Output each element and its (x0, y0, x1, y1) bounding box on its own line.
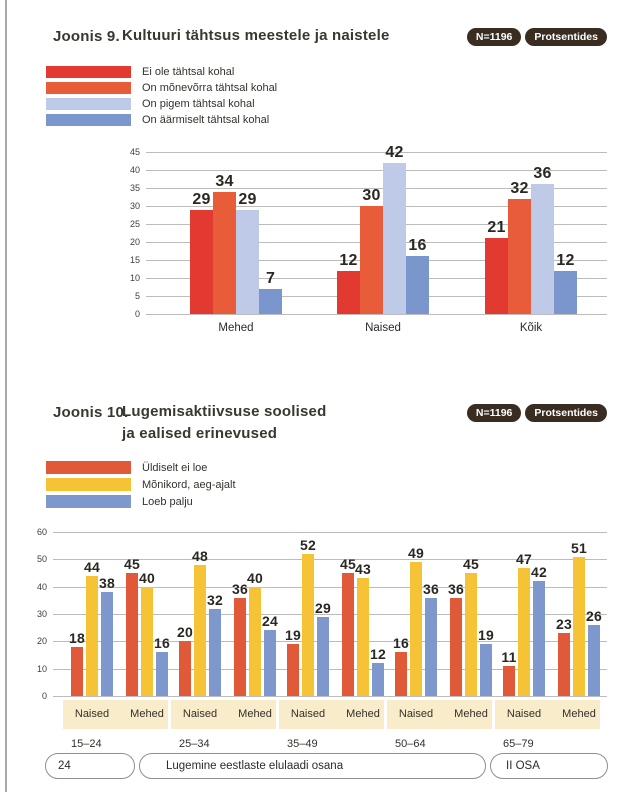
bar (71, 647, 83, 696)
bar-value-label: 36 (448, 580, 464, 597)
bar-value-label: 47 (516, 550, 532, 567)
sample-size-badge: N=1196 (467, 404, 522, 422)
page-footer (45, 753, 608, 779)
bar-value-label: 43 (355, 561, 371, 578)
legend-label: On mõnevõrra tähtsal kohal (142, 82, 278, 94)
bar (518, 568, 530, 696)
gridline-60 (53, 532, 607, 533)
figure10-label: Joonis 10. (53, 404, 129, 421)
figure9-label: Joonis 9. (53, 28, 120, 45)
bar-value-label: 24 (262, 613, 278, 630)
part-label-pill: II OSA (490, 753, 608, 779)
x-axis-label: Mehed (218, 322, 254, 334)
legend-item (46, 478, 236, 491)
bar (425, 598, 437, 696)
bar (126, 573, 138, 696)
age-range-label: 15–24 (71, 738, 102, 750)
bar-value-label: 45 (124, 556, 140, 572)
legend-item (46, 114, 277, 126)
y-axis-label: 30 (129, 201, 140, 211)
bar-value-label: 52 (300, 536, 316, 553)
bar (236, 210, 259, 314)
y-axis-label: 15 (129, 255, 140, 265)
bar-value-label: 12 (339, 251, 358, 269)
bar-value-label: 19 (478, 627, 494, 644)
y-axis-label: 20 (36, 636, 47, 647)
age-range-label: 50–64 (395, 738, 426, 750)
bar (406, 256, 429, 314)
figure9-title: Kultuuri tähtsus meestele ja naistele (122, 27, 390, 44)
page-left-edge (5, 0, 7, 792)
subgroup-label: Mehed (562, 708, 596, 720)
legend-label: Ei ole tähtsal kohal (142, 66, 235, 78)
bar (357, 578, 369, 696)
legend-swatch (46, 478, 131, 491)
legend-label: Mõnikord, aeg-ajalt (142, 478, 236, 491)
y-axis-label: 45 (129, 147, 140, 157)
figure10-title-line2: ja ealised erinevused (122, 425, 278, 442)
legend-item (46, 495, 236, 508)
bar (194, 565, 206, 696)
legend-swatch (46, 82, 131, 94)
bar-value-label: 19 (285, 627, 301, 644)
age-range-label: 25–34 (179, 738, 210, 750)
bar-value-label: 34 (215, 172, 234, 190)
bar-value-label: 12 (556, 251, 575, 269)
bar-value-label: 40 (139, 569, 155, 586)
legend-label: Loeb palju (142, 495, 193, 508)
bar-value-label: 45 (463, 556, 479, 572)
figure10-bar-chart (36, 527, 607, 750)
y-axis-label: 10 (129, 273, 140, 283)
bar-value-label: 16 (408, 237, 427, 255)
legend-label: On äärmiselt tähtsal kohal (142, 114, 270, 126)
bar-value-label: 42 (531, 564, 547, 581)
subgroup-label: Naised (506, 708, 542, 720)
legend-swatch (46, 98, 131, 110)
bar-value-label: 30 (362, 187, 381, 204)
bar-value-label: 16 (154, 635, 170, 652)
subgroup-label: Naised (290, 708, 326, 720)
subgroup-label: Mehed (454, 708, 488, 720)
y-axis-label: 60 (36, 527, 47, 537)
y-axis-label: 40 (36, 581, 47, 592)
bar (480, 644, 492, 696)
page-number-pill: 24 (45, 753, 135, 779)
subgroup-label: Naised (74, 708, 110, 720)
gridline-45 (146, 152, 607, 153)
y-axis-label: 25 (129, 219, 140, 229)
figure9-badges (467, 28, 607, 46)
bar-value-label: 7 (265, 269, 276, 287)
y-axis-label: 0 (41, 691, 47, 701)
gridline-0 (53, 696, 607, 697)
subgroup-label: Mehed (238, 708, 272, 720)
bar-value-label: 42 (385, 143, 404, 161)
bar (360, 206, 383, 314)
bar (179, 641, 191, 696)
legend-swatch (46, 461, 131, 474)
bar-value-label: 45 (340, 556, 356, 572)
bar (302, 554, 314, 696)
legend-swatch (46, 495, 131, 508)
bar-value-label: 29 (192, 190, 211, 208)
bar (395, 652, 407, 696)
y-axis-label: 50 (36, 554, 47, 565)
unit-badge: Protsentides (525, 404, 607, 422)
bar (372, 663, 384, 696)
section-title-pill: Lugemine eestlaste elulaadi osana (139, 753, 486, 779)
bar-value-label: 36 (232, 580, 248, 597)
bar (533, 581, 545, 696)
bar-value-label: 44 (84, 558, 100, 575)
bar-value-label: 48 (192, 547, 208, 564)
bar (588, 625, 600, 696)
y-axis-label: 20 (129, 237, 140, 247)
bar-value-label: 51 (571, 539, 587, 556)
legend-label: On pigem tähtsal kohal (142, 98, 255, 110)
bar-value-label: 36 (423, 580, 439, 597)
x-axis-label: Kõik (519, 322, 543, 334)
y-axis-label: 0 (134, 309, 140, 319)
bar (337, 271, 360, 314)
bar-value-label: 20 (177, 624, 193, 641)
bar (508, 199, 531, 314)
y-axis-label: 5 (134, 291, 140, 301)
bar (485, 238, 508, 314)
bar-value-label: 12 (370, 646, 386, 663)
bar-value-label: 29 (315, 599, 331, 616)
figure10-legend (46, 461, 236, 512)
bar (450, 598, 462, 696)
legend-item (46, 82, 277, 94)
bar (503, 666, 515, 696)
bar (573, 557, 585, 696)
subgroup-label: Naised (182, 708, 218, 720)
legend-item (46, 98, 277, 110)
sample-size-badge: N=1196 (467, 28, 522, 46)
bar (531, 184, 554, 314)
figure10-badges (467, 404, 607, 422)
figure10-title (122, 401, 326, 445)
bar-value-label: 11 (501, 648, 517, 665)
age-range-label: 65–79 (503, 738, 534, 750)
bar (259, 289, 282, 314)
bar (342, 573, 354, 696)
legend-swatch (46, 66, 131, 78)
legend-item (46, 461, 236, 474)
gridline-0 (146, 314, 607, 315)
bar (558, 633, 570, 696)
x-axis-label: Naised (365, 322, 401, 334)
bar-value-label: 38 (99, 575, 115, 592)
bar-value-label: 40 (247, 569, 263, 586)
bar (209, 609, 221, 696)
bar (317, 617, 329, 696)
bar-value-label: 26 (586, 607, 602, 624)
bar (101, 592, 113, 696)
bar-value-label: 32 (510, 179, 529, 197)
bar-value-label: 29 (238, 190, 257, 208)
bar (156, 652, 168, 696)
bar-value-label: 32 (207, 591, 223, 608)
figure10-title-line1: Lugemisaktiivsuse soolised (122, 403, 327, 420)
bar (264, 630, 276, 696)
bar (287, 644, 299, 696)
y-axis-label: 35 (129, 183, 140, 193)
age-range-label: 35–49 (287, 738, 318, 750)
legend-swatch (46, 114, 131, 126)
figure9-bar-chart (129, 143, 607, 334)
legend-item (46, 66, 277, 78)
bar (213, 192, 236, 314)
bar-value-label: 49 (408, 545, 424, 562)
subgroup-label: Naised (398, 708, 434, 720)
figure9-legend (46, 66, 277, 130)
bar-value-label: 18 (69, 629, 85, 646)
y-axis-label: 10 (36, 663, 47, 674)
y-axis-label: 30 (36, 609, 47, 619)
subgroup-label: Mehed (130, 708, 164, 720)
bar (554, 271, 577, 314)
bar (249, 587, 261, 696)
bar (234, 598, 246, 696)
bar-value-label: 23 (556, 616, 572, 633)
legend-label: Üldiselt ei loe (142, 461, 208, 474)
unit-badge: Protsentides (525, 28, 607, 46)
y-axis-label: 40 (129, 165, 140, 175)
bar-value-label: 16 (393, 635, 409, 652)
subgroup-label: Mehed (346, 708, 380, 720)
bar (86, 576, 98, 696)
bar-value-label: 21 (487, 219, 506, 237)
bar-value-label: 36 (533, 165, 552, 183)
bar (190, 210, 213, 314)
